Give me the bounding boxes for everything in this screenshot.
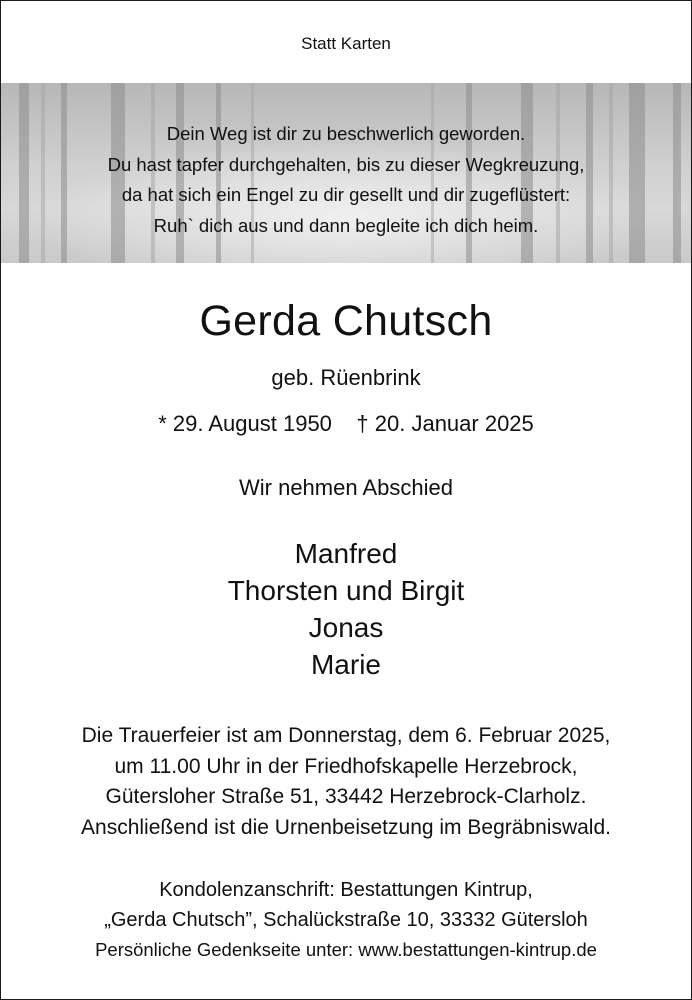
contact-line: Kondolenzanschrift: Bestattungen Kintrup,	[159, 879, 533, 901]
born-symbol: *	[158, 411, 167, 436]
condolence-contact	[1, 875, 691, 965]
header-text: Statt Karten	[301, 34, 391, 53]
contact-line: „Gerda Chutsch”, Schalückstraße 10, 33332 Gütersloh	[104, 909, 588, 931]
forest-image-band	[1, 83, 691, 263]
mourner-name: Marie	[310, 649, 381, 680]
farewell-text: Wir nehmen Abschied	[239, 475, 453, 500]
service-line: Gütersloher Straße 51, 33442 Herzebrock-Clarholz.	[105, 785, 587, 808]
memorial-page-line: Persönliche Gedenkseite unter: www.bestattungen-kintrup.de	[95, 939, 597, 960]
poem-line: Dein Weg ist dir zu beschwerlich geworden.	[166, 123, 526, 144]
death-symbol: †	[356, 411, 369, 436]
poem-line: Ruh` dich aus und dann begleite ich dich heim.	[153, 214, 539, 236]
mourner-name: Manfred	[294, 538, 398, 569]
service-line: Anschließend ist die Urnenbeisetzung im Begräbniswald.	[81, 815, 611, 839]
poem	[1, 119, 691, 241]
service-line: um 11.00 Uhr in der Friedhofskapelle Herzebrock,	[114, 754, 578, 778]
birth-date: 29. August 1950	[172, 411, 332, 436]
mourner-name: Jonas	[308, 612, 384, 643]
deceased-name: Gerda Chutsch	[199, 297, 493, 345]
poem-line: Du hast tapfer durchgehalten, bis zu dieser Wegkreuzung,	[107, 153, 585, 175]
mourners-list	[1, 535, 691, 683]
funeral-service-info	[1, 721, 691, 843]
poem-line: da hat sich ein Engel zu dir gesellt und dir zugeflüstert:	[121, 184, 571, 205]
birth-name: geb. Rüenbrink	[271, 365, 421, 390]
death-date: 20. Januar 2025	[374, 411, 534, 436]
mourner-name: Thorsten und Birgit	[227, 575, 465, 606]
service-line: Die Trauerfeier ist am Donnerstag, dem 6. Februar 2025,	[81, 724, 611, 747]
life-dates	[1, 411, 691, 437]
